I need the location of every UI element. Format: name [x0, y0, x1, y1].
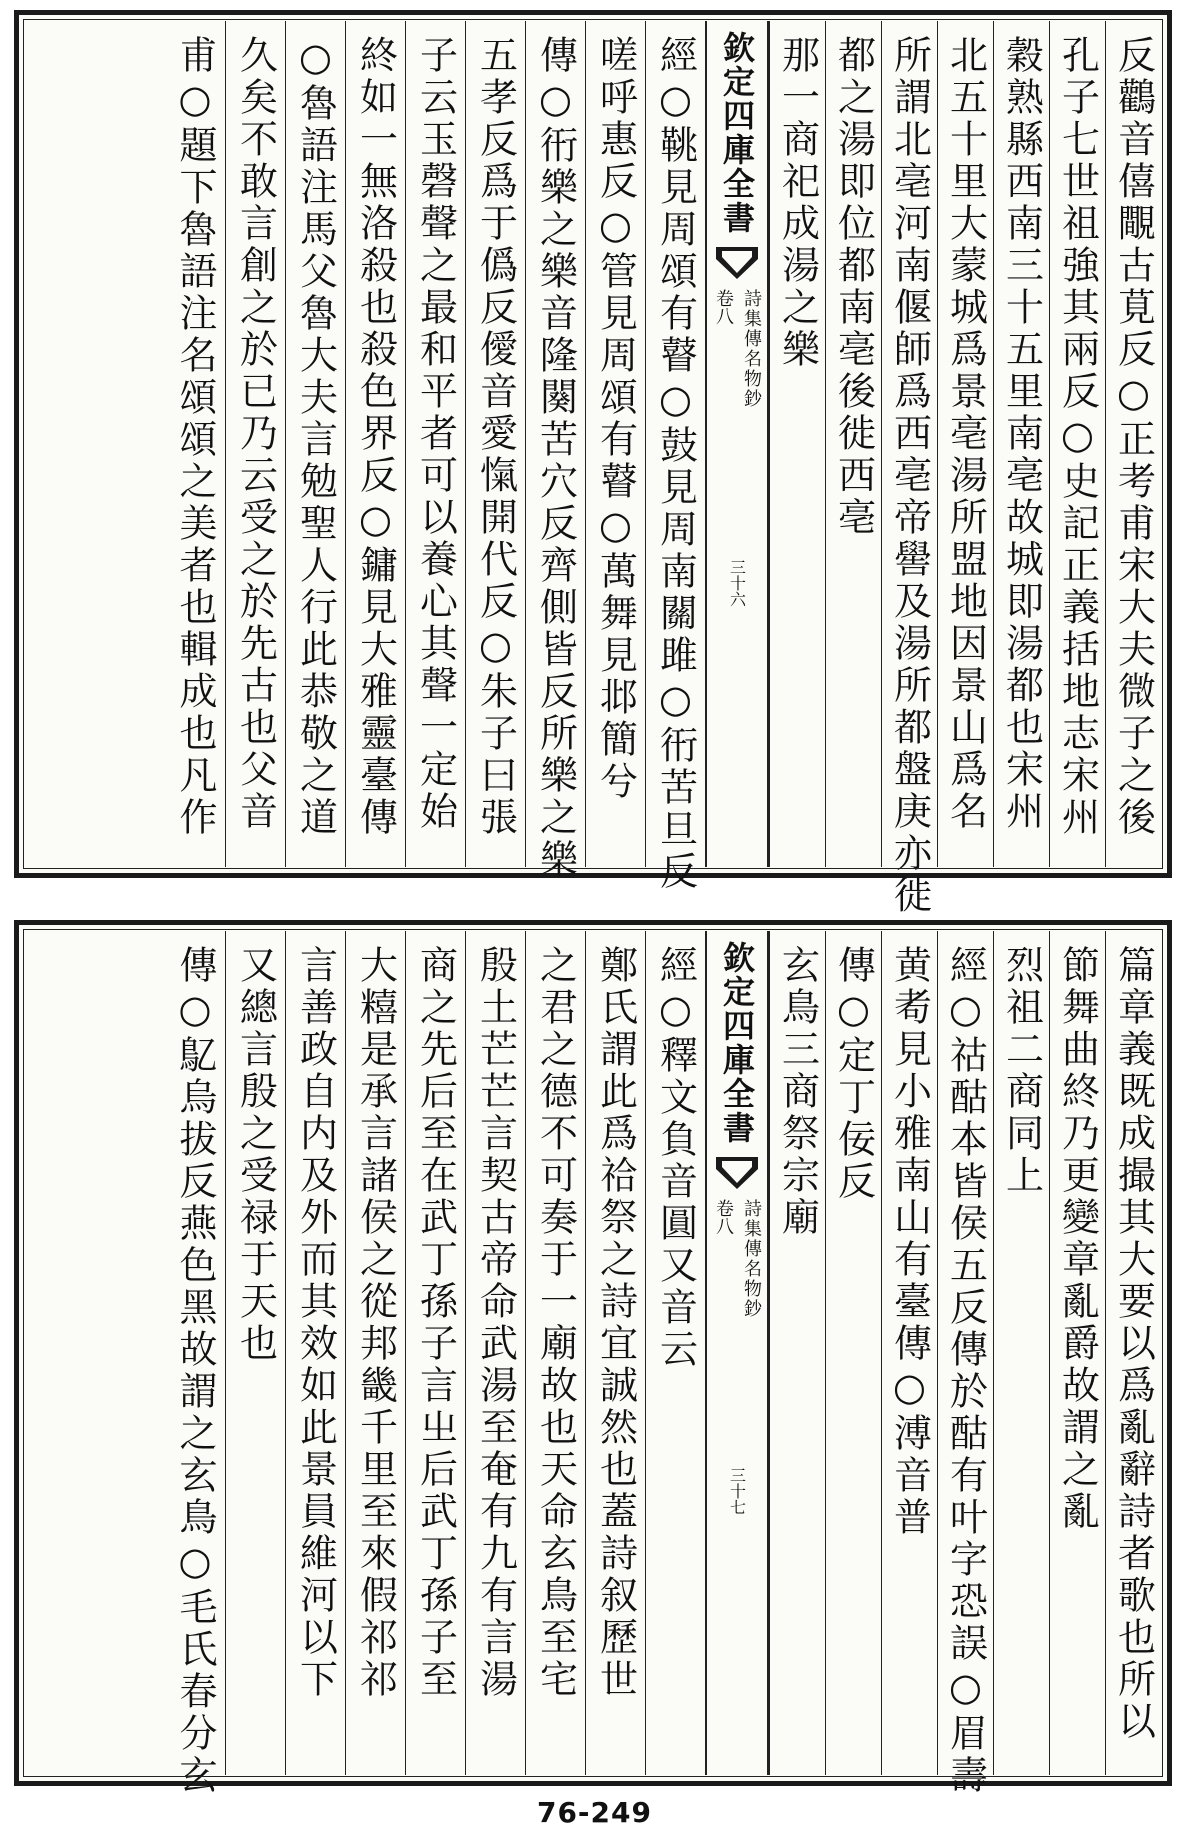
text-column: [1105, 931, 1161, 1775]
column-text: 言善政自内及外而其效如此景員維河以下: [293, 945, 338, 1701]
text-column: [881, 931, 937, 1775]
text-column: [1049, 21, 1105, 867]
column-text: 又總言殷之受禄于天也: [233, 945, 278, 1365]
page-number: 76-249: [536, 1796, 653, 1829]
column-text: 鄭氏謂此爲祫祭之詩宜誠然也蓋詩叙歷世: [593, 945, 638, 1701]
text-column: [165, 931, 225, 1797]
centre-title: 欽定四庫全書: [718, 941, 756, 1145]
column-text: 殷土芒芒言契古帝命武湯至奄有九有言湯: [473, 945, 518, 1701]
text-column: [881, 21, 937, 917]
centre-book-title: 詩集傳名物鈔: [741, 1199, 762, 1319]
text-column: [1049, 931, 1105, 1775]
column-text: 孔子七世祖強其兩反○史記正義括地志宋州: [1055, 35, 1100, 839]
bottom-page: [14, 920, 1172, 1797]
fishtail-ornament-icon: [714, 245, 760, 281]
column-text: 黄耇見小雅南山有臺傳○溥音普: [887, 945, 932, 1539]
text-column: [1105, 21, 1161, 867]
text-column: [525, 21, 585, 881]
column-text: 所謂北亳河南偃師爲西亳帝嚳及湯所都盤庚亦徙: [887, 35, 932, 917]
text-column: [285, 21, 345, 867]
text-column: [645, 21, 705, 893]
column-text: 都之湯即位都南亳後徙西亳: [831, 35, 876, 539]
column-text: 穀熟縣西南三十五里南亳故城即湯都也宋州: [999, 35, 1044, 833]
column-text: 甫○題下魯語注名頌頌之美者也輯成也凡作: [173, 35, 217, 839]
column-text: 大糦是承言諸侯之從邦畿千里至來假祁祁: [353, 945, 398, 1701]
column-text: 經○鞉見周頌有瞽○鼓見周南關雎○衎苦旦反: [653, 35, 698, 893]
text-column: [993, 21, 1049, 867]
text-column: [465, 931, 525, 1775]
text-column: [769, 931, 825, 1775]
column-text: 經○祜酤本皆侯五反傳於酤有叶字恐誤○眉壽: [943, 945, 988, 1797]
centre-volume: 卷八: [713, 289, 734, 325]
column-text: 傳○定丁佞反: [831, 945, 876, 1203]
text-column: [345, 931, 405, 1775]
text-column: [825, 931, 881, 1775]
column-text: ○魯語注馬父魯大夫言勉聖人行此恭敬之道: [293, 35, 338, 839]
column-text: 那一商祀成湯之樂: [775, 35, 820, 371]
column-text: 商之先后至在武丁孫子言㞢后武丁孫子至: [413, 945, 458, 1701]
folio-number: 三十七: [727, 1467, 747, 1515]
text-column: [465, 21, 525, 867]
text-column: [405, 931, 465, 1775]
text-column: [165, 21, 225, 867]
text-column: [937, 931, 993, 1797]
column-text: 五孝反爲于僞反僾音愛愾開代反○朱子曰張: [473, 35, 518, 839]
centre-volume: 卷八: [713, 1199, 734, 1235]
centre-book-title: 詩集傳名物鈔: [741, 289, 762, 409]
column-text: 傳○鳦烏拔反燕色黑故謂之玄鳥○毛氏春分玄: [173, 945, 217, 1797]
column-text: 嗟呼惠反○管見周頌有瞽○萬舞見邶簡兮: [593, 35, 638, 803]
text-column: [937, 21, 993, 867]
column-text: 北五十里大蒙城爲景亳湯所盟地因景山爲名: [943, 35, 988, 833]
centre-strip: [705, 931, 769, 1775]
column-text: 久矣不敢言創之於已乃云受之於先古也父音: [233, 35, 278, 833]
text-column: [585, 21, 645, 867]
text-column: [345, 21, 405, 867]
column-text: 終如一無洛殺也殺色界反○鏞見大雅靈臺傳: [353, 35, 398, 839]
text-column: [993, 931, 1049, 1775]
column-text: 經○釋文負音圓又音云: [653, 945, 698, 1371]
text-column: [769, 21, 825, 867]
folio-number: 三十六: [727, 559, 747, 607]
text-column: [405, 21, 465, 867]
fishtail-ornament-icon: [714, 1155, 760, 1191]
column-text: 玄鳥三商祭宗廟: [775, 945, 820, 1239]
text-column: [225, 931, 285, 1775]
centre-strip: [705, 21, 769, 867]
column-text: 烈祖二商同上: [999, 945, 1044, 1197]
column-text: 子云玉磬聲之最和平者可以養心其聲一定始: [413, 35, 458, 833]
column-text: 篇章義既成撮其大要以爲亂辭詩者歌也所以: [1111, 945, 1156, 1743]
text-column: [585, 931, 645, 1775]
column-text: 傳○衎樂之樂音隆闋苦穴反齊側皆反所樂之樂: [533, 35, 578, 881]
text-column: [285, 931, 345, 1775]
column-text: 節舞曲終乃更變章亂爵故謂之亂: [1055, 945, 1100, 1533]
text-column: [525, 931, 585, 1775]
text-column: [225, 21, 285, 867]
centre-title: 欽定四庫全書: [718, 31, 756, 235]
top-page: [14, 10, 1172, 917]
column-text: 之君之德不可奏于一廟故也天命玄鳥至宅: [533, 945, 578, 1701]
text-column: [825, 21, 881, 867]
text-column: [645, 931, 705, 1775]
column-text: 反鸛音僖覸古莧反○正考甫宋大夫微子之後: [1111, 35, 1156, 839]
